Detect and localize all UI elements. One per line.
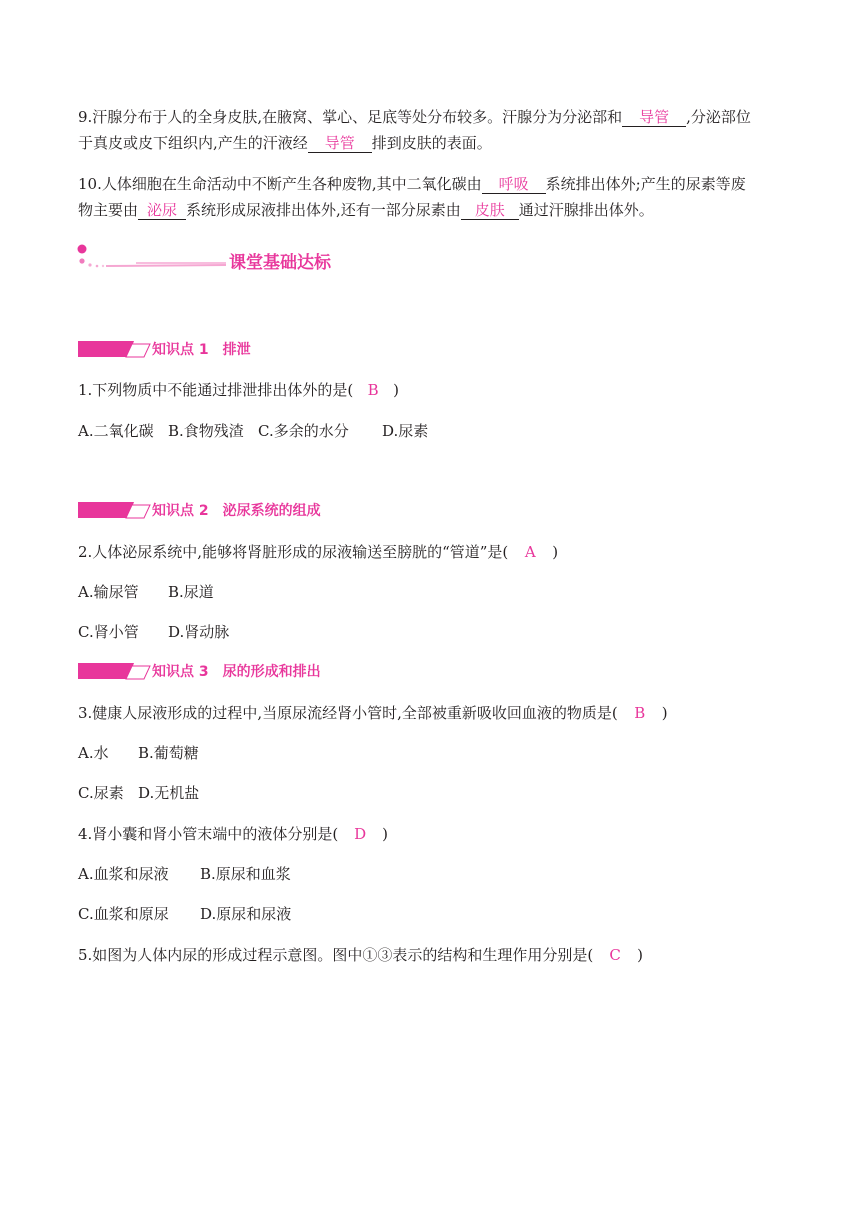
- q10-text: 物主要由: [78, 201, 139, 219]
- q9-line-2: [78, 133, 492, 153]
- q2-answer: A: [524, 543, 536, 561]
- q4-answer: D: [354, 825, 367, 843]
- q9-answer-blank-2: 导管: [308, 134, 372, 153]
- q3-answer: B: [634, 704, 646, 722]
- q1-stem: 1.下列物质中不能通过排泄排出体外的是( B ): [78, 381, 400, 399]
- tag-banner-icon: [78, 502, 152, 520]
- q2-stem: 2.人体泌尿系统中,能够将肾脏形成的尿液输送至膀胱的“管道”是( A ): [78, 543, 559, 561]
- q4-options-row-1: [78, 864, 291, 884]
- q1-option-b: B.食物残渣: [168, 422, 244, 440]
- q1-option-a: A.二氧化碳: [78, 422, 154, 440]
- q2-option-d: D.肾动脉: [168, 623, 230, 641]
- q10-answer-blank-3: 皮肤: [461, 201, 519, 220]
- q4-option-d: D.原尿和尿液: [200, 905, 292, 923]
- q2-option-a: A.输尿管: [78, 583, 139, 601]
- q10-text: 系统形成尿液排出体外,还有一部分尿素由: [186, 201, 461, 219]
- q4-option-a: A.血浆和尿液: [78, 865, 169, 883]
- q2-option-b: B.尿道: [168, 583, 214, 601]
- q9-text: 于真皮或皮下组织内,产生的汗液经: [78, 134, 308, 152]
- q3-options-row-1: [78, 743, 199, 763]
- q2-options-row-2: [78, 622, 229, 642]
- q2-option-c: C.肾小管: [78, 623, 139, 641]
- tag-banner-icon: [78, 663, 152, 681]
- q4-option-c: C.血浆和原尿: [78, 905, 169, 923]
- q9-text: 9.汗腺分布于人的全身皮肤,在腋窝、掌心、足底等处分布较多。汗腺分为分泌部和: [78, 108, 623, 126]
- q10-answer-blank-1: 呼吸: [482, 175, 546, 194]
- knowledge-point-title: 知识点 2 泌尿系统的组成: [152, 503, 321, 519]
- q3-option-a: A.水: [78, 744, 109, 762]
- q1-answer: B: [367, 381, 379, 399]
- q10-text: 通过汗腺排出体外。: [518, 201, 654, 219]
- q9-text: 排到皮肤的表面。: [371, 134, 492, 152]
- knowledge-point-title: 知识点 1 排泄: [152, 342, 251, 358]
- q5-stem: 5.如图为人体内尿的形成过程示意图。图中①③表示的结构和生理作用分别是( C ): [78, 946, 644, 964]
- q4-options-row-2: [78, 904, 291, 924]
- q4-option-b: B.原尿和血浆: [200, 865, 291, 883]
- q4-stem: 4.肾小囊和肾小管末端中的液体分别是( D ): [78, 825, 389, 843]
- q9-line-1: [78, 107, 751, 127]
- knowledge-point-title: 知识点 3 尿的形成和排出: [152, 664, 321, 680]
- q3-option-d: D.无机盐: [138, 784, 200, 802]
- q3-options-row-2: [78, 783, 199, 803]
- section-decoration-icon: [76, 244, 236, 280]
- section-heading: [76, 244, 376, 280]
- q3-option-b: B.葡萄糖: [138, 744, 199, 762]
- q10-line-2: [78, 200, 654, 220]
- q3-stem: 3.健康人尿液形成的过程中,当原尿流经肾小管时,全部被重新吸收回血液的物质是( B ): [78, 704, 668, 722]
- q3-option-c: C.尿素: [78, 784, 124, 802]
- q10-answer-blank-2: 泌尿: [138, 201, 186, 220]
- q10-text: 系统排出体外;产生的尿素等废: [545, 175, 746, 193]
- q1-option-c: C.多余的水分: [258, 422, 349, 440]
- q10-text: 10.人体细胞在生命活动中不断产生各种废物,其中二氧化碳由: [78, 175, 482, 193]
- q10-line-1: [78, 174, 746, 194]
- q5-answer: C: [609, 946, 621, 964]
- tag-banner-icon: [78, 341, 152, 359]
- q1-options: [78, 421, 428, 441]
- q9-text: ,分泌部位: [686, 108, 751, 126]
- q9-answer-blank-1: 导管: [622, 108, 686, 127]
- section-title: 课堂基础达标: [229, 253, 331, 273]
- q2-options-row-1: [78, 582, 214, 602]
- q1-option-d: D.尿素: [382, 422, 429, 440]
